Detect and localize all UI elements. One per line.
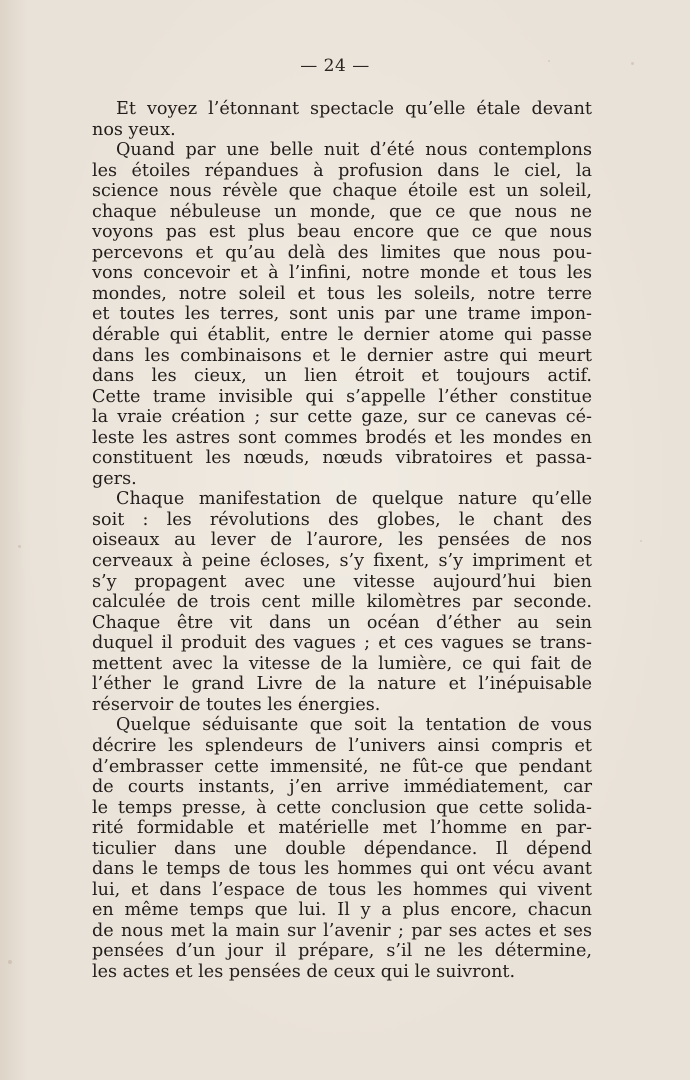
page-number: — 24 — [300,56,370,76]
text-line: l’éther le grand Livre de la nature et l’inépuisable [92,674,592,695]
text-line: dans le temps de tous les hommes qui ont vécu avant [92,859,592,880]
body-text [92,99,592,983]
text-line: Et voyez l’étonnant spectacle qu’elle étale devant [116,99,592,119]
foxing-spot [640,540,642,542]
text-line: dans les cieux, un lien étroit et toujours actif. [92,366,592,387]
text-line: chaque nébuleuse un monde, que ce que nous ne [92,201,592,222]
text-line: calculée de trois cent mille kilomètres par seconde. [92,592,592,613]
text-line: percevons et qu’au delà des limites que nous pou- [92,242,592,263]
text-line: Quelque séduisante que soit la tentation de vous [116,715,592,736]
text-line: ticulier dans une double dépendance. Il dépend [92,838,592,859]
text-line: mettent avec la vitesse de la lumière, ce qui fait de [92,653,592,674]
text-line: décrire les splendeurs de l’univers ainsi compris et [92,735,592,756]
text-line: s’y propagent avec une vitesse aujourd’hui bien [92,571,592,592]
text-line: les étoiles répandues à profusion dans le ciel, la [92,160,592,181]
text-line: d’embrasser cette immensité, ne fût-ce que pendant [92,756,592,777]
text-line: Cette trame invisible qui s’appelle l’éther constitue [92,386,592,407]
text-line: rité formidable et matérielle met l’homme en par- [92,818,592,839]
text-line: gers. [92,468,137,489]
text-line: vons concevoir et à l’infini, notre monde et tous les [92,263,592,284]
text-line: lui, et dans l’espace de tous les hommes qui vivent [92,879,592,900]
text-line: science nous révèle que chaque étoile est un soleil, [92,181,592,202]
text-line: Chaque être vit dans un océan d’éther au sein [92,612,592,633]
text-line: les actes et les pensées de ceux qui le suivront. [92,961,516,982]
text-line: soit : les révolutions des globes, le chant des [92,509,592,530]
text-line: pensées d’un jour il prépare, s’il ne les détermine, [92,941,592,962]
text-line: et toutes les terres, sont unis par une trame impon- [92,304,592,325]
text-line: Quand par une belle nuit d’été nous contemplons [116,140,592,161]
text-line: en même temps que lui. Il y a plus encore, chacun [92,900,592,921]
text-line: de nous met la main sur l’avenir ; par ses actes et ses [92,920,592,941]
text-line: nos yeux. [92,119,176,140]
text-line: constituent les nœuds, nœuds vibratoires et passa- [92,448,592,469]
text-line: dérable qui établit, entre le dernier atome qui passe [92,325,592,346]
text-line: leste les astres sont commes brodés et les mondes en [92,427,592,448]
text-line: réservoir de toutes les énergies. [92,694,381,715]
text-line: mondes, notre soleil et tous les soleils, notre terre [92,283,592,304]
text-line: la vraie création ; sur cette gaze, sur ce canevas cé- [92,407,592,428]
text-line: Chaque manifestation de quelque nature qu’elle [116,489,592,510]
text-line: de courts instants, j’en arrive immédiatement, car [92,777,592,798]
text-line: dans les combinaisons et le dernier astre qui meurt [92,345,592,366]
foxing-spot [8,960,12,964]
text-line: voyons pas est plus beau encore que ce que nous [92,222,592,243]
foxing-spot [18,545,21,548]
text-line: duquel il produit des vagues ; et ces vagues se trans- [92,633,592,654]
text-line: le temps presse, à cette conclusion que cette solida- [92,797,592,818]
text-line: cerveaux à peine écloses, s’y fixent, s’y impriment et [92,551,592,572]
text-line: oiseaux au lever de l’aurore, les pensées de nos [92,530,592,551]
